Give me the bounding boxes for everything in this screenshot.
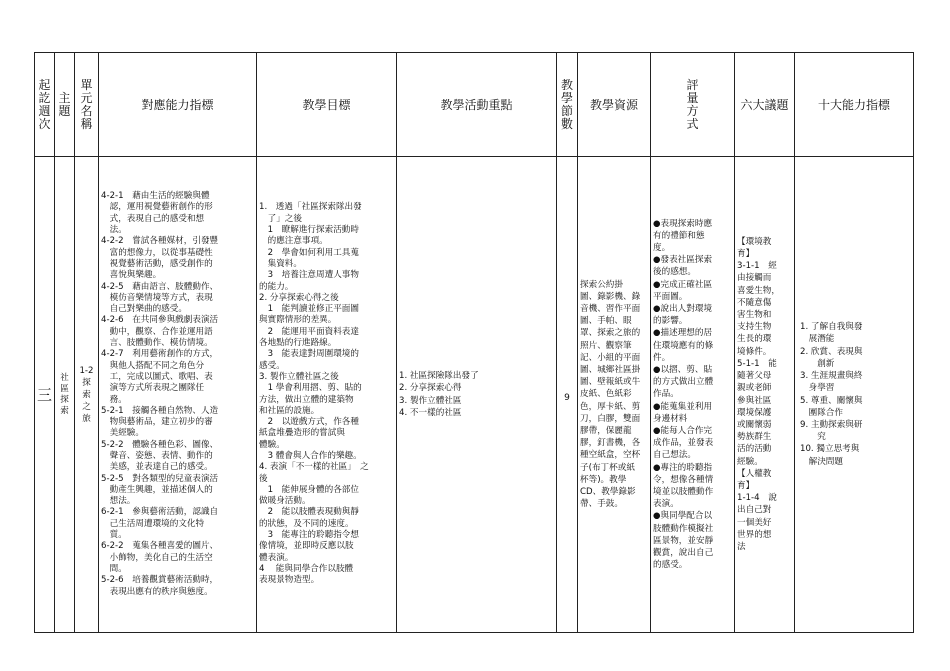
header-row: [35, 53, 914, 157]
header-theme: 主題: [55, 53, 75, 157]
header-issues: 六大議題: [735, 53, 795, 157]
cell-week: 三: [35, 157, 55, 633]
cell-abilities: 1. 了解自我與發 展潛能 2. 欣賞、表現與 創新 3. 生涯規畫與終 身學習 5. 尊重、關懷與 團隊合作 9. 主動探索與研 究 10. 獨立思考與 解決問題: [795, 157, 914, 633]
unit-code: 1-2: [79, 365, 94, 376]
header-abilities: 十大能力指標: [795, 53, 914, 157]
header-assessment: 評量方式: [651, 53, 735, 157]
header-periods: 教學節數: [557, 53, 578, 157]
cell-periods: 9: [557, 157, 578, 633]
cell-theme: 社區探索: [55, 157, 75, 633]
header-week: 起訖週次: [35, 53, 55, 157]
cell-unit: [75, 157, 99, 633]
header-unit: 單元名稱: [75, 53, 99, 157]
cell-activities: 1. 社區探險隊出發了 2. 分享探索心得 3. 製作立體社區 4. 不一樣的社區: [397, 157, 557, 633]
header-resources: 教學資源: [578, 53, 651, 157]
cell-objectives: 1. 透過「社區探索隊出發 了」之後 1 瞭解進行探索活動時 的應注意事項。 2 學會如何利用工具蒐 集資料。 3 培養注意周遭人事物 的能力。 2. 分享探索心得之後 1 能判讀並修正平面圖 與實際情形的差異。 2 能運用平面資料表達 各地點的行進路線。 3 能表達對周圍環境的 感受。 3. 製作立體社區之後 1 學會利用摺、剪、貼的 方法，做出立體的建築物 和社區的設施。 2 以遊戲方式，作各種 紙盒堆疊造形的嘗試與 體驗。 3 體會與人合作的樂趣。 4. 表演「不一樣的社區」 之 後 1 能伸展身體的各部位 做暖身活動。 2 能以肢體表現動與靜 的狀態，及不同的速度。 3 能專注的聆聽指令想 像情境，並即時反應以肢 體表演。 4 能與同學合作以肢體 表現景物造型。: [257, 157, 397, 633]
unit-name: 探索之旅: [82, 377, 91, 424]
header-indicators: 對應能力指標: [99, 53, 257, 157]
table-row: [35, 157, 914, 633]
cell-resources: 探索公約掛 圖、錄影機、錄 音機、習作平面 圖、手帕、眼 罩、探索之旅的 照片、觀察筆 記、小組的平面 圖、城鄉社區掛 圖、壁報紙或牛 皮紙、色紙彩 色，厚卡紙、剪 刀，白膠，雙面 膠帶，保麗龍 膠，釘書機，各 種空紙盒，空杯 子(布丁杯或紙 杯等)。教學 CD、教學錄影 帶、手鼓。: [578, 157, 651, 633]
teaching-plan-table: [34, 52, 914, 633]
cell-indicators: 4-2-1 藉由生活的經驗與體 認，運用視覺藝術創作的形 式，表現自己的感受和想 法。 4-2-2 嘗試各種媒材，引發豐 富的想像力，以從事基礎性 視覺藝術活動，感受創作的 喜悅與樂趣。 4-2-5 藉由語言、肢體動作、 模仿音樂情境等方式，表現 自己對樂曲的感受。 4-2-6 在共同參與戲劇表演活 動中，觀察、合作並運用語 言、肢體動作、模仿情境。 4-2-7 利用藝術創作的方式， 與他人搭配不同之角色分 工，完成以圖式、歌唱、表 演等方式所表現之團隊任 務。 5-2-1 接觸各種自然物、人造 物與藝術品，建立初步的審 美經驗。 5-2-2 體驗各種色彩、圖像、 聲音、姿態、表情、動作的 美感，並表達自己的感受。 5-2-5 對各類型的兒童表演活 動產生興趣，並描述個人的 想法。 6-2-1 參與藝術活動，認識自 己生活周遭環境的文化特 質。 6-2-2 蒐集各種喜愛的圖片、 小飾物，美化自己的生活空 間。 5-2-6 培養觀賞藝術活動時， 表現出應有的秩序與態度。: [99, 157, 257, 633]
cell-issues: 【環境教 育】 3-1-1 經 由接觸而 喜愛生物， 不隨意傷 害生物和 支持生物 生長的環 境條件。 5-1-1 能 隨著父母 親或老師 參與社區 環境保護 或關懷弱 勢族群生 活的活動 經驗。 【人權教 育】 1-1-4 說 出自己對 一個美好 世界的想 法: [735, 157, 795, 633]
cell-assessment: ●表現探索時應 有的禮節和態 度。 ●發表社區探索 後的感想。 ●完成正確社區 平面圖。 ●說出人對環境 的影響。 ●描述理想的居 住環境應有的條 件。 ●以摺、剪、貼 的方式做出立體 作品。 ●能蒐集並利用 身邊材料 ●能每人合作完 成作品，並發表 自己想法。 ●專注的聆聽指 令，想像各種情 境並以肢體動作 表演。 ●與同學配合以 肢體動作模擬社 區景物，並安靜 觀賞，說出自己 的感受。: [651, 157, 735, 633]
header-activities: 教學活動重點: [397, 53, 557, 157]
header-objectives: 教學目標: [257, 53, 397, 157]
